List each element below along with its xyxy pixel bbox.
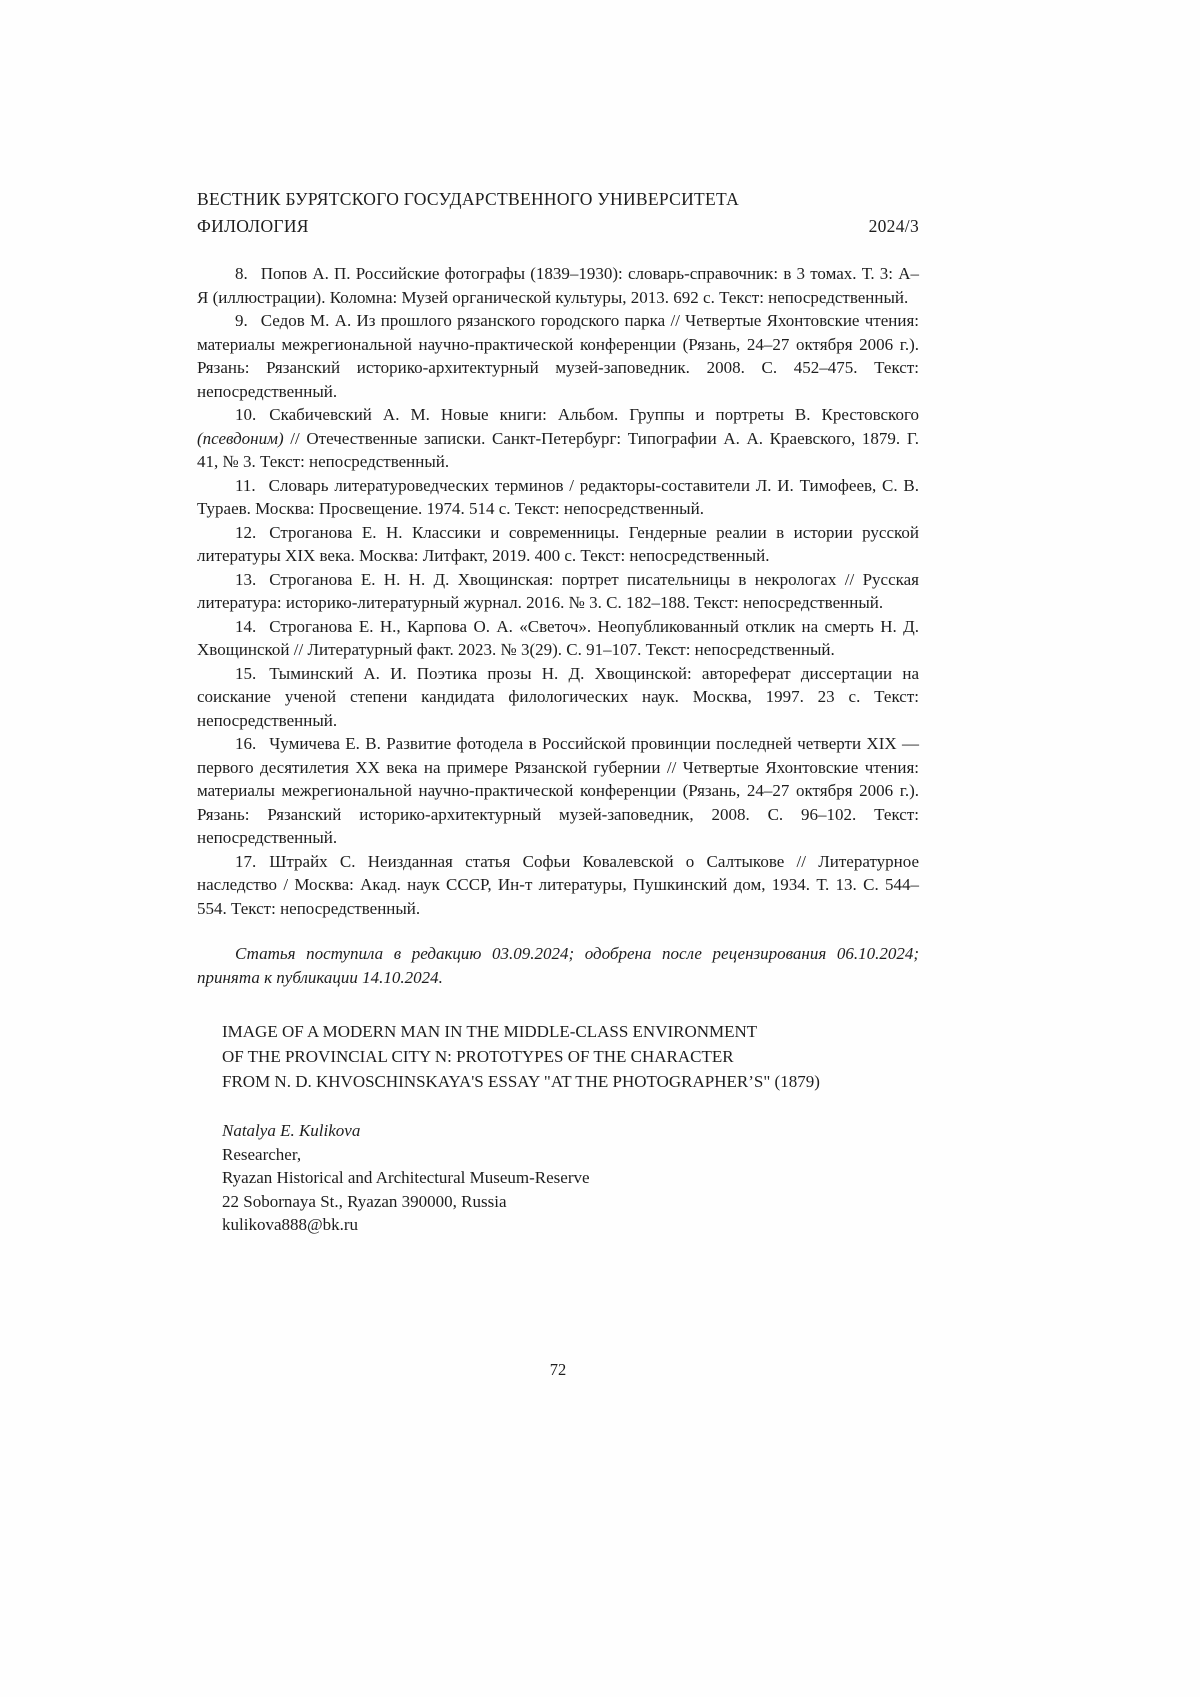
reference-item	[197, 262, 919, 309]
reference-item	[197, 732, 919, 850]
reference-text: Строганова Е. Н. Классики и современницы. Гендерные реалии в истории русской литературы XIX века. Москва: Литфакт, 2019. 400 с. Текст: непосредственный.	[197, 522, 919, 565]
reference-number: 11.	[235, 475, 256, 495]
reference-text: // Отечественные записки. Санкт-Петербург: Типографии А. А. Краевского, 1879. Г. 41, № 3. Текст: непосредственный.	[197, 428, 919, 471]
reference-number: 10.	[235, 405, 257, 424]
page-number: 72	[549, 1360, 567, 1379]
author-address: 22 Sobornaya St., Ryazan 390000, Russia	[222, 1191, 507, 1211]
reference-item	[197, 615, 919, 662]
author-affiliation: Ryazan Historical and Architectural Museum-Reserve	[222, 1168, 590, 1187]
reference-text: Тыминский А. И. Поэтика прозы Н. Д. Хвощинской: автореферат диссертации на соискание ученой степени кандидата филологических наук. Москва, 1997. 23 с. Текст: непосредственный.	[197, 663, 919, 730]
english-title-line-3: FROM N. D. KHVOSCHINSKAYA'S ESSAY "AT THE PHOTOGRAPHER’S" (1879)	[222, 1072, 820, 1091]
reference-text: Чумичева Е. В. Развитие фотодела в Российской провинции последней четверти XIX — первого десятилетия XX века на примере Рязанской губернии // Четвертые Яхонтовские чтения: материалы межрегиональной научно-практической конференции (Рязань, 24–27 октября 2006 г.). Рязань: Рязанский историко-архитектурный музей-заповедник, 2008. С. 96–102. Текст: непосредственный.	[197, 734, 919, 847]
author-position: Researcher,	[222, 1144, 302, 1164]
author-block	[197, 1119, 919, 1237]
reference-item	[197, 309, 919, 403]
journal-title: ВЕСТНИК БУРЯТСКОГО ГОСУДАРСТВЕННОГО УНИВЕРСИТЕТА	[197, 189, 740, 209]
reference-number: 15.	[235, 663, 257, 683]
reference-text: (псевдоним)	[197, 428, 284, 448]
reference-text: Седов М. А. Из прошлого рязанского городского парка // Четвертые Яхонтовские чтения: материалы межрегиональной научно-практической конференции (Рязань, 24–27 октября 2006 г.). Рязань: Рязанский историко-архитектурный музей-заповедник. 2008. С. 452–475. Текст: непосредственный.	[197, 311, 919, 401]
header-second-line	[197, 213, 919, 240]
author-email: kulikova888@bk.ru	[222, 1215, 359, 1234]
reference-text: Строганова Е. Н., Карпова О. А. «Светоч». Неопубликованный отклик на смерть Н. Д. Хвощинской // Литературный факт. 2023. № 3(29). С. 91–107. Текст: непосредственный.	[197, 616, 919, 659]
reference-item	[197, 403, 919, 474]
reference-text: Попов А. П. Российские фотографы (1839–1930): словарь-справочник: в 3 томах. Т. 3: А–Я (иллюстрации). Коломна: Музей органической культуры, 2013. 692 с. Текст: непосредственный.	[197, 264, 919, 307]
reference-item	[197, 662, 919, 733]
section-title: ФИЛОЛОГИЯ	[197, 216, 309, 236]
reference-text: Штрайх С. Неизданная статья Софьи Ковалевской о Салтыкове // Литературное наследство / Москва: Акад. наук СССР, Ин-т литературы, Пушкинский дом, 1934. Т. 13. С. 544–554. Текст: непосредственный.	[197, 851, 919, 918]
english-title-line-2: OF THE PROVINCIAL CITY N: PROTOTYPES OF THE CHARACTER	[222, 1047, 734, 1066]
reference-number: 9.	[235, 311, 248, 330]
reference-number: 13.	[235, 569, 257, 589]
reference-number: 12.	[235, 522, 257, 542]
running-header	[197, 186, 919, 240]
reference-item	[197, 850, 919, 921]
reference-number: 8.	[235, 264, 248, 283]
issue-number: 2024/3	[868, 216, 919, 236]
reference-text: Строганова Е. Н. Н. Д. Хвощинская: портрет писательницы в некрологах // Русская литература: историко-литературный журнал. 2016. № 3. С. 182–188. Текст: непосредственный.	[197, 569, 919, 612]
reference-item	[197, 474, 919, 521]
reference-item	[197, 521, 919, 568]
reference-number: 17.	[235, 851, 257, 871]
english-title-line-1: IMAGE OF A MODERN MAN IN THE MIDDLE-CLASS ENVIRONMENT	[222, 1022, 758, 1041]
author-name: Natalya E. Kulikova	[222, 1121, 361, 1140]
english-title-block	[197, 1019, 919, 1094]
submission-note: Статья поступила в редакцию 03.09.2024; одобрена после рецензирования 06.10.2024; принята к публикации 14.10.2024.	[197, 944, 919, 987]
reference-item	[197, 568, 919, 615]
reference-number: 14.	[235, 616, 257, 636]
reference-text: Скабичевский А. М. Новые книги: Альбом. Группы и портреты В. Крестовского	[269, 405, 919, 424]
reference-number: 16.	[235, 734, 257, 753]
page-content	[197, 186, 919, 1237]
references-list	[197, 262, 919, 920]
reference-text: Словарь литературоведческих терминов / редакторы-составители Л. И. Тимофеев, С. В. Тураев. Москва: Просвещение. 1974. 514 с. Текст: непосредственный.	[197, 475, 919, 518]
